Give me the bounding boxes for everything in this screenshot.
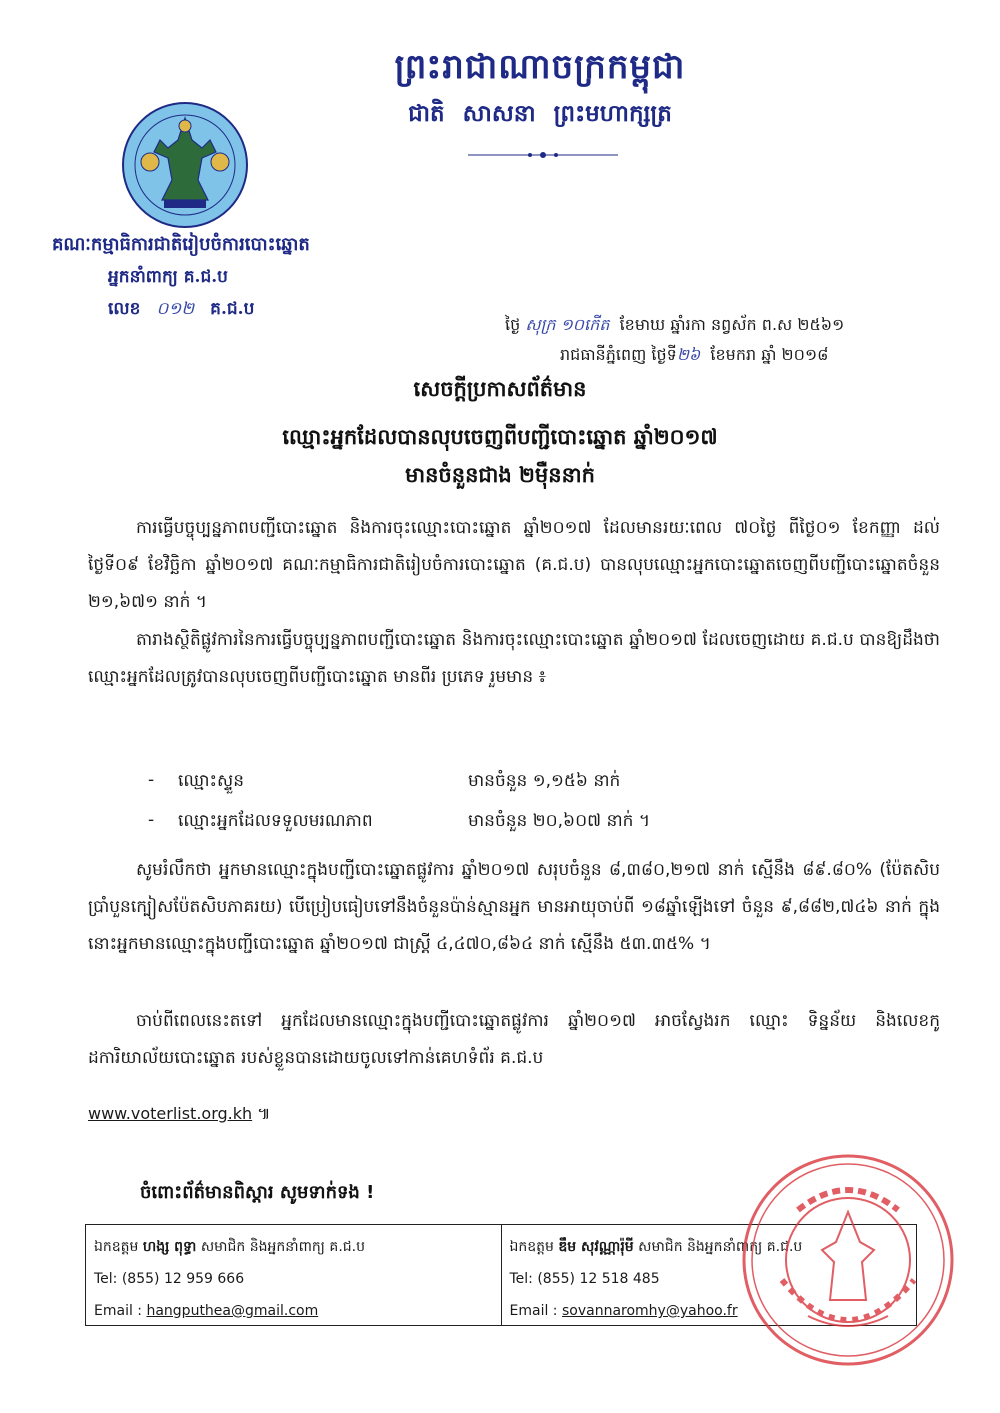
official-stamp-icon [738,1150,958,1370]
email-label: Email : [509,1303,562,1319]
list-bullet: - [148,810,155,830]
paragraph-2: តារាងស្ថិតិផ្លូវការនៃការធ្វើបច្ចុប្បន្នភាពបញ្ជីបោះឆ្នោត និងការចុះឈ្មោះបោះឆ្នោត ឆ្នាំ២០១៧ ដែលចេញដោយ គ.ជ.ប បានឱ្យដឹងថា ឈ្មោះអ្នកដែលត្រូវបានលុបចេញពីបញ្ជីបោះឆ្នោត មានពីរ ប្រភេទ រួមមាន ៖ [88,630,940,687]
email-label: Email : [94,1303,147,1319]
solar-handwritten: ២៦ [676,345,701,364]
ref-number: ០១២ [156,299,195,319]
website-line [88,1103,271,1127]
contact-name: ឌឹម សុវណ្ណារ៉ុមី [558,1239,634,1255]
contact-email-row [94,1297,493,1329]
ref-label: លេខ [108,299,141,319]
kingdom-title: ព្រះរាជាណាចក្រកម្ពុជា [394,47,686,87]
organization-name: គណៈកម្មាធិការជាតិរៀបចំការបោះឆ្នោត [52,234,310,255]
announcement-subtitle-2: មានចំនួនជាង ២ម៉ឺននាក់ [405,462,595,487]
ornament-divider [468,148,618,162]
announcement-title: សេចក្តីប្រកាសព័ត៌មាន [413,376,587,401]
solar-date [560,344,828,368]
lunar-prefix: ថ្ងៃ [505,315,521,334]
paragraph-1: ការធ្វើបច្ចុប្បន្នភាពបញ្ជីបោះឆ្នោត និងការចុះឈ្មោះបោះឆ្នោត ឆ្នាំ២០១៧ ដែលមានរយៈពេល ៧០ថ្ងៃ ពីថ្ងៃ០១ ខែកញ្ញា ដល់ថ្ងៃទី០៩ ខែវិច្ឆិកា ឆ្នាំ២០១៧ គណៈកម្មាធិការជាតិរៀបចំការបោះឆ្នោត (គ.ជ.ប) បានលុបឈ្មោះអ្នកបោះឆ្នោតចេញពីបញ្ជីបោះឆ្នោតចំនួន ២១,៦៧១ នាក់ ។ [88,518,940,612]
paragraph-4: ចាប់ពីពេលនេះតទៅ អ្នកដែលមានឈ្មោះក្នុងបញ្ជីបោះឆ្នោតផ្លូវការ ឆ្នាំ២០១៧ អាចស្វែងរក ឈ្មោះ ទិន្នន័យ និងលេខកូដការិយាល័យបោះឆ្នោត របស់ខ្លួនបានដោយចូលទៅកាន់គេហទំព័រ គ.ជ.ប [88,1011,940,1068]
contact-email-link[interactable]: sovannaromhy@yahoo.fr [561,1303,738,1319]
contact-tel: Tel: (855) 12 959 666 [94,1271,245,1287]
announcement-subtitle: ឈ្មោះអ្នកដែលបានលុបចេញពីបញ្ជីបោះឆ្នោត ឆ្នាំ២០១៧ [282,424,718,449]
spokesperson-label: អ្នកនាំពាក្យ គ.ជ.ប [108,267,228,287]
contact-instruction: ចំពោះព័ត៌មានពិស្តារ សូមទាក់ទង ! [140,1182,375,1203]
contact-title: ឯកឧត្តម [509,1239,554,1255]
solar-rest: ខែមករា ឆ្នាំ ២០១៨ [710,345,829,364]
ref-suffix: គ.ជ.ប [210,299,255,319]
contact-tel: Tel: (855) 12 518 485 [509,1271,660,1287]
website-link[interactable]: www.voterlist.org.kh [88,1104,253,1123]
contact-role: សមាជិក និងអ្នកនាំពាក្យ គ.ជ.ប [200,1239,365,1255]
contact-card [86,1225,501,1325]
list-item-label: ឈ្មោះអ្នកដែលទទួលមរណភាព [178,811,373,831]
lunar-handwritten: សុក្រ ១០កើត [525,315,610,334]
contact-title: ឯកឧត្តម [94,1239,139,1255]
list-bullet: - [148,770,155,790]
list-item-value: មានចំនួន ២០,៦០៧ នាក់ ។ [468,811,651,831]
contact-name: ហង្ស ពុទ្ធា [142,1239,197,1255]
contact-email-link[interactable]: hangputhea@gmail.com [146,1303,319,1319]
national-motto: ជាតិ សាសនា ព្រះមហាក្សត្រ [408,100,672,127]
lunar-rest: ខែមាឃ ឆ្នាំរកា នព្វស័ក ព.ស ២៥៦១ [619,315,845,334]
lunar-date [505,314,844,338]
solar-prefix: រាជធានីភ្នំពេញ ថ្ងៃទី [560,345,677,364]
list-item-label: ឈ្មោះស្ទួន [178,771,244,791]
nec-logo-icon [120,100,250,230]
paragraph-3: សូមរំលឹកថា អ្នកមានឈ្មោះក្នុងបញ្ជីបោះឆ្នោតផ្លូវការ ឆ្នាំ២០១៧ សរុបចំនួន ៨,៣៨០,២១៧ នាក់ ស្មើនឹង ៨៩.៨០% (ប៉ែតសិបប្រាំបួនក្បៀសប៉ែតសិបភាគរយ) បើប្រៀបធៀបទៅនឹងចំនួនប៉ាន់ស្មានអ្នក មានអាយុចាប់ពី ១៨ឆ្នាំឡើងទៅ ចំនួន ៩,៨៨២,៧៤៦ នាក់ ក្នុងនោះអ្នកមានឈ្មោះក្នុងបញ្ជីបោះឆ្នោត ឆ្នាំ២០១៧ ជាស្ត្រី ៤,៤៧០,៨៦៤ នាក់ ស្មើនឹង ៥៣.៣៥% ។ [88,860,940,954]
list-item-value: មានចំនួន ១,១៥៦ នាក់ [468,771,621,791]
contact-heading [94,1233,493,1265]
reference-number [108,298,254,323]
website-end: ៕ [252,1104,271,1123]
contact-role: សមាជិក និងអ្នកនាំពាក្យ គ.ជ.ប [638,1239,803,1255]
